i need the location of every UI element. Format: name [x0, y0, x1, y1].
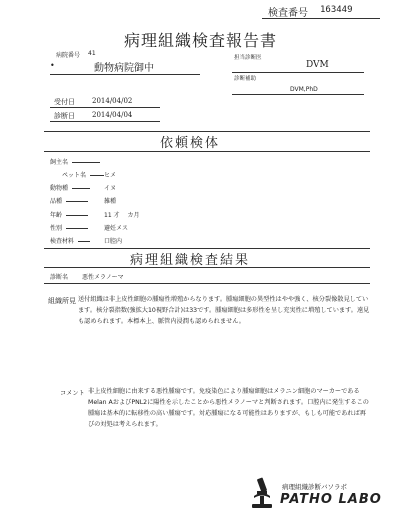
hospital-name: 動物病院御中	[94, 63, 154, 74]
age-label: 年齢	[50, 210, 88, 219]
specimen-title: 依頼検体	[160, 136, 221, 151]
sex-label: 性別	[50, 223, 88, 232]
microscope-icon	[246, 476, 278, 510]
patient-no-label: 病院番号	[56, 52, 81, 59]
doctor-underline	[232, 72, 364, 73]
exam-number-underline	[262, 18, 380, 19]
doctor-value: DVM	[306, 60, 329, 70]
diagnosis-date-underline	[50, 121, 160, 122]
breed-value: 雑種	[104, 198, 117, 205]
bullet-dot: •	[50, 61, 55, 70]
material-label: 検査材料	[50, 236, 90, 245]
diagnosis-underline	[44, 283, 370, 284]
diagnostician-label: 診断補助	[234, 76, 257, 82]
diagnostician-underline	[232, 94, 364, 95]
pet-name-value: ヒメ	[104, 172, 117, 179]
results-title: 病理組織検査結果	[130, 253, 251, 268]
received-underline	[50, 107, 160, 108]
sex-value: 避妊メス	[104, 225, 129, 232]
exam-number-label: 検査番号	[268, 8, 308, 19]
material-value: 口腔内	[104, 238, 123, 245]
diagnosis-label: 診断名	[50, 274, 69, 281]
hospital-underline	[50, 74, 200, 75]
diagnostician-value: DVM,PhD	[290, 86, 318, 93]
report-title: 病理組織検査報告書	[124, 31, 278, 50]
diagnosis-date: 2014/04/04	[92, 111, 133, 119]
findings-text: 送付組織は非上皮性細胞の腫瘍性増殖からなります。腫瘍細胞の異型性はやや強く、核分裂像散見しています。核分裂指数(強拡大10視野合計)は33です。腫瘍細胞は多形性を呈し充実性に増殖しています。遠見も認められます。本標本上、脈管内浸潤も認められません。	[78, 296, 370, 325]
diagnosis-date-label: 診断日	[54, 112, 75, 120]
pet-name-label: ペット名	[62, 170, 104, 179]
received-date: 2014/04/02	[92, 97, 133, 105]
species-label: 動物種	[50, 183, 90, 192]
species-value: イヌ	[104, 185, 117, 192]
company-name-en: PATHO LABO	[280, 492, 382, 507]
exam-number: 163449	[320, 5, 353, 15]
doctor-label: 担当診断医	[234, 55, 262, 61]
comment-label: コメント	[60, 390, 85, 397]
patholabo-logo	[246, 476, 278, 514]
owner-label: 飼主名	[50, 157, 100, 166]
diagnosis-value: 悪性メラノーマ	[82, 274, 124, 281]
received-label: 受付日	[54, 98, 75, 106]
comment-text: 非上皮性細胞に由来する悪性腫瘍です。免疫染色により腫瘍細胞はメラニン細胞のマーカーであるMelan AおよびPNL2に陽性を示したことから悪性メラノーマと判断されます。口腔内に発生するこの腫瘍は基本的に転移性の高い腫瘍です。対応腫瘍になる可能性はありますが、もしも可能であれば再びの対処は考えられます。	[88, 388, 369, 428]
specimen-title-bottom-rule	[44, 151, 370, 152]
company-name-jp: 病理組織診断バソラボ	[282, 483, 347, 491]
patient-no: 41	[88, 50, 96, 57]
age-value: 11 才 カ月	[104, 212, 140, 219]
results-title-bottom-rule	[44, 267, 370, 268]
breed-label: 品種	[50, 196, 88, 205]
findings-label: 組織所見	[48, 297, 76, 305]
